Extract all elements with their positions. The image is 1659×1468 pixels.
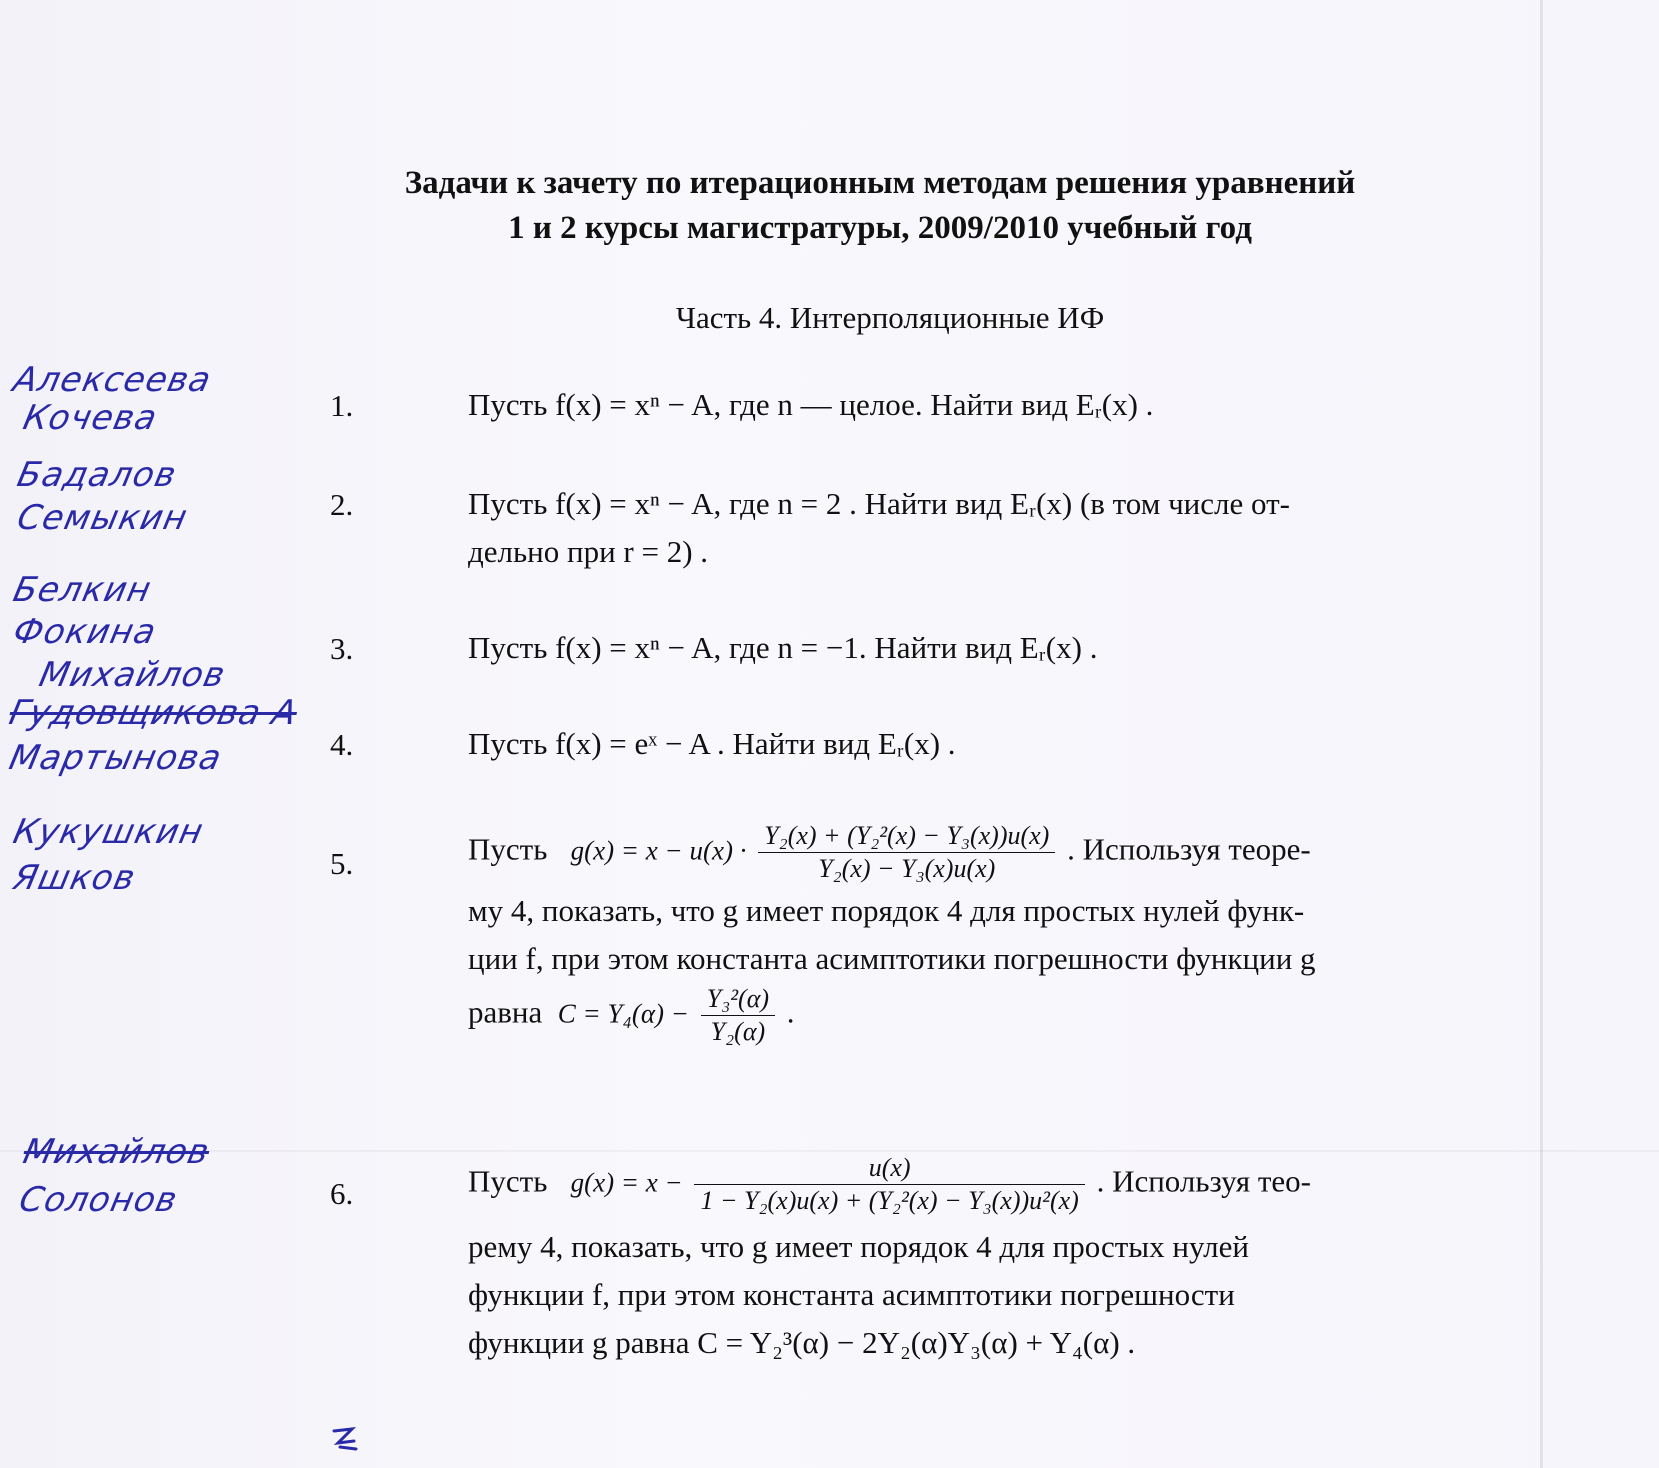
formula-left: g(x) = x − u(x) · <box>570 835 747 866</box>
part-heading: Часть 4. Интерполяционные ИФ <box>675 300 1105 335</box>
problem-text <box>468 820 1540 1048</box>
fraction-numerator: Y₃²(α) <box>701 983 775 1016</box>
document-title-line1: Задачи к зачету по итерационным методам решения уравнений <box>404 165 1356 201</box>
problem-text: Пусть f(x) = xⁿ − A, где n — целое. Найти вид Eᵣ(x) . <box>468 387 1154 422</box>
lead-word: равна <box>468 994 543 1030</box>
formula-fraction <box>701 983 775 1048</box>
formula-end: . <box>786 994 795 1030</box>
problem-text <box>468 480 1540 576</box>
handwritten-name: Семыкин <box>13 498 192 538</box>
handwritten-name-struck: Гудовщикова А <box>5 693 302 733</box>
problem-text: Пусть f(x) = xⁿ − A, где n = −1. Найти вид Eᵣ(x) . <box>468 630 1098 665</box>
handwritten-name: Кукушкин <box>9 812 208 852</box>
document-title-line2: 1 и 2 курсы магистратуры, 2009/2010 учебный год <box>508 210 1252 246</box>
handwritten-name: Фокина <box>9 612 161 652</box>
problem-text <box>468 1152 1540 1367</box>
handwritten-mark-icon <box>330 1425 360 1453</box>
problem-formula-line <box>468 1152 1540 1217</box>
problem-number: 2. <box>330 487 354 522</box>
fraction-denominator: Y₂(x) − Y₃(x)u(x) <box>818 854 996 883</box>
problem-number: 6. <box>330 1176 354 1211</box>
problem-text-line: му 4, показать, что g имеет порядок 4 для простых нулей функ- <box>468 893 1305 928</box>
formula-left: g(x) = x − <box>570 1167 683 1198</box>
fraction-denominator: 1 − Y₂(x)u(x) + (Y₂²(x) − Y₃(x))u²(x) <box>700 1186 1079 1215</box>
problem-text: Пусть f(x) = eˣ − A . Найти вид Eᵣ(x) . <box>468 726 956 761</box>
after-formula: . Используя тео- <box>1096 1163 1311 1199</box>
handwritten-name: Яшков <box>9 858 140 898</box>
problem-text-line: функции f, при этом константа асимптотики погрешности <box>468 1277 1235 1312</box>
problem-number: 1. <box>330 388 354 423</box>
problem-text-line: Пусть f(x) = xⁿ − A, где n = 2 . Найти вид Eᵣ(x) (в том числе от- <box>468 486 1290 521</box>
handwritten-name: Белкин <box>9 570 156 610</box>
handwritten-name: Алексеева <box>9 360 216 400</box>
handwritten-name: Михайлов <box>35 655 230 695</box>
lead-word: Пусть <box>468 831 548 867</box>
handwritten-name: Кочева <box>19 398 162 438</box>
handwritten-name: Бадалов <box>13 455 181 495</box>
handwritten-name: Мартынова <box>5 738 226 778</box>
formula-left: C = Y₄(α) − <box>557 998 690 1029</box>
problem-text-line: дельно при r = 2) . <box>468 534 709 569</box>
problem-number: 5. <box>330 846 354 881</box>
fraction-numerator: Y₂(x) + (Y₂²(x) − Y₃(x))u(x) <box>758 820 1055 853</box>
problem-text-line: ции f, при этом константа асимптотики погрешности функции g <box>468 941 1316 976</box>
fraction-numerator: u(x) <box>694 1152 1084 1185</box>
lead-word: Пусть <box>468 1163 548 1199</box>
fraction-denominator: Y₂(α) <box>710 1017 766 1046</box>
problem-text-line: рему 4, показать, что g имеет порядок 4 для простых нулей <box>468 1229 1249 1264</box>
formula-fraction <box>694 1152 1084 1217</box>
problem-number: 4. <box>330 727 354 762</box>
problem-number: 3. <box>330 631 354 666</box>
problem-formula-line <box>468 820 1540 885</box>
handwritten-name: Солонов <box>15 1180 182 1220</box>
after-formula: . Используя теоре- <box>1067 831 1311 867</box>
formula-fraction <box>758 820 1055 885</box>
paper-fold <box>1540 0 1543 1468</box>
problem-formula-line <box>468 983 1540 1048</box>
problem-text-line: функции g равна C = Y₂³(α) − 2Y₂(α)Y₃(α) + Y₄(α) . <box>468 1325 1136 1360</box>
handwritten-name-struck: Михайлов <box>19 1132 214 1172</box>
